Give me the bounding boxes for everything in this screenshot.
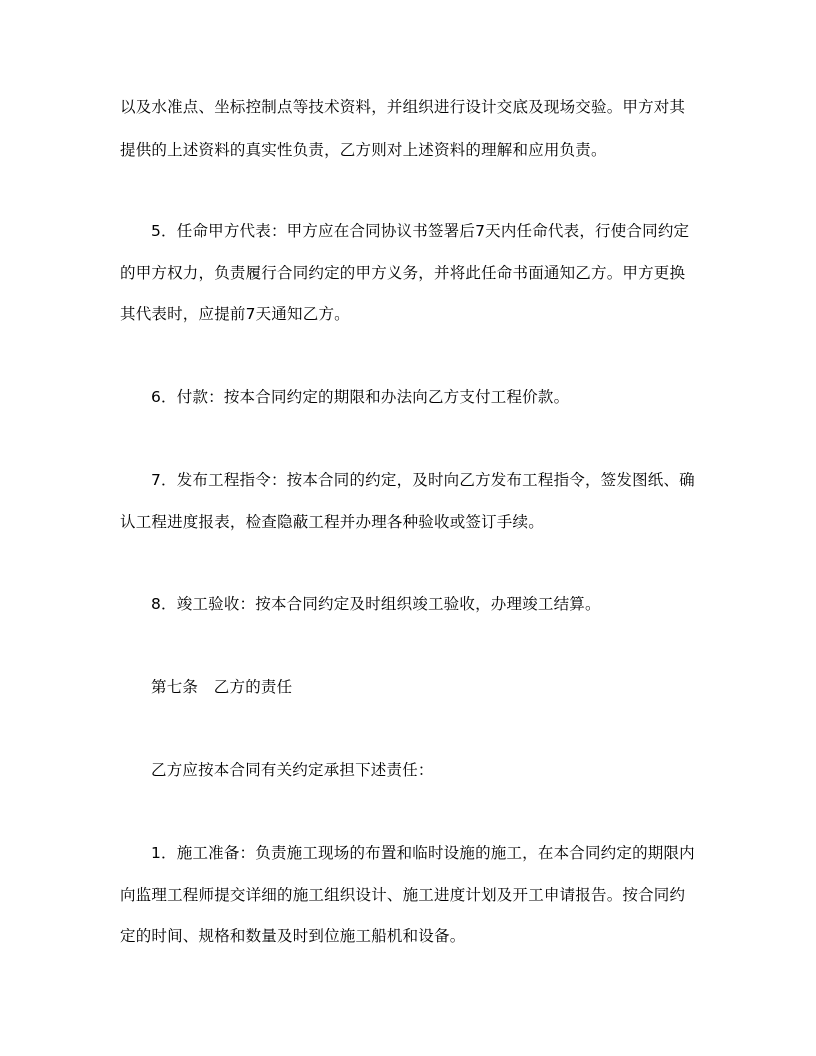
paragraph-line: 6．付款：按本合同约定的期限和办法向乙方支付工程价款。: [151, 388, 570, 406]
paragraph-line: 7．发布工程指令：按本合同的约定，及时向乙方发布工程指令，签发图纸、确: [151, 471, 695, 489]
paragraph-line: 定的时间、规格和数量及时到位施工船机和设备。: [120, 927, 466, 945]
paragraph-line: 以及水准点、坐标控制点等技术资料，并组织进行设计交底及现场交验。甲方对其: [120, 98, 686, 116]
paragraph-line: 向监理工程师提交详细的施工组织设计、施工进度计划及开工申请报告。按合同约: [120, 886, 686, 904]
paragraph-line: 其代表时，应提前7天通知乙方。: [120, 305, 350, 323]
paragraph-line: 5．任命甲方代表：甲方应在合同协议书签署后7天内任命代表，行使合同约定: [151, 222, 690, 240]
paragraph-line: 认工程进度报表，检查隐蔽工程并办理各种验收或签订手续。: [120, 513, 544, 531]
paragraph-line: 的甲方权力，负责履行合同约定的甲方义务，并将此任命书面通知乙方。甲方更换: [120, 264, 686, 282]
paragraph-line: 1．施工准备：负责施工现场的布置和临时设施的施工，在本合同约定的期限内: [151, 844, 695, 862]
paragraph-line: 乙方应按本合同有关约定承担下述责任：: [151, 761, 434, 779]
paragraph-line: 8．竣工验收：按本合同约定及时组织竣工验收，办理竣工结算。: [151, 595, 601, 613]
section-heading: 第七条 乙方的责任: [151, 678, 293, 696]
paragraph-line: 提供的上述资料的真实性负责，乙方则对上述资料的理解和应用负责。: [120, 141, 607, 159]
